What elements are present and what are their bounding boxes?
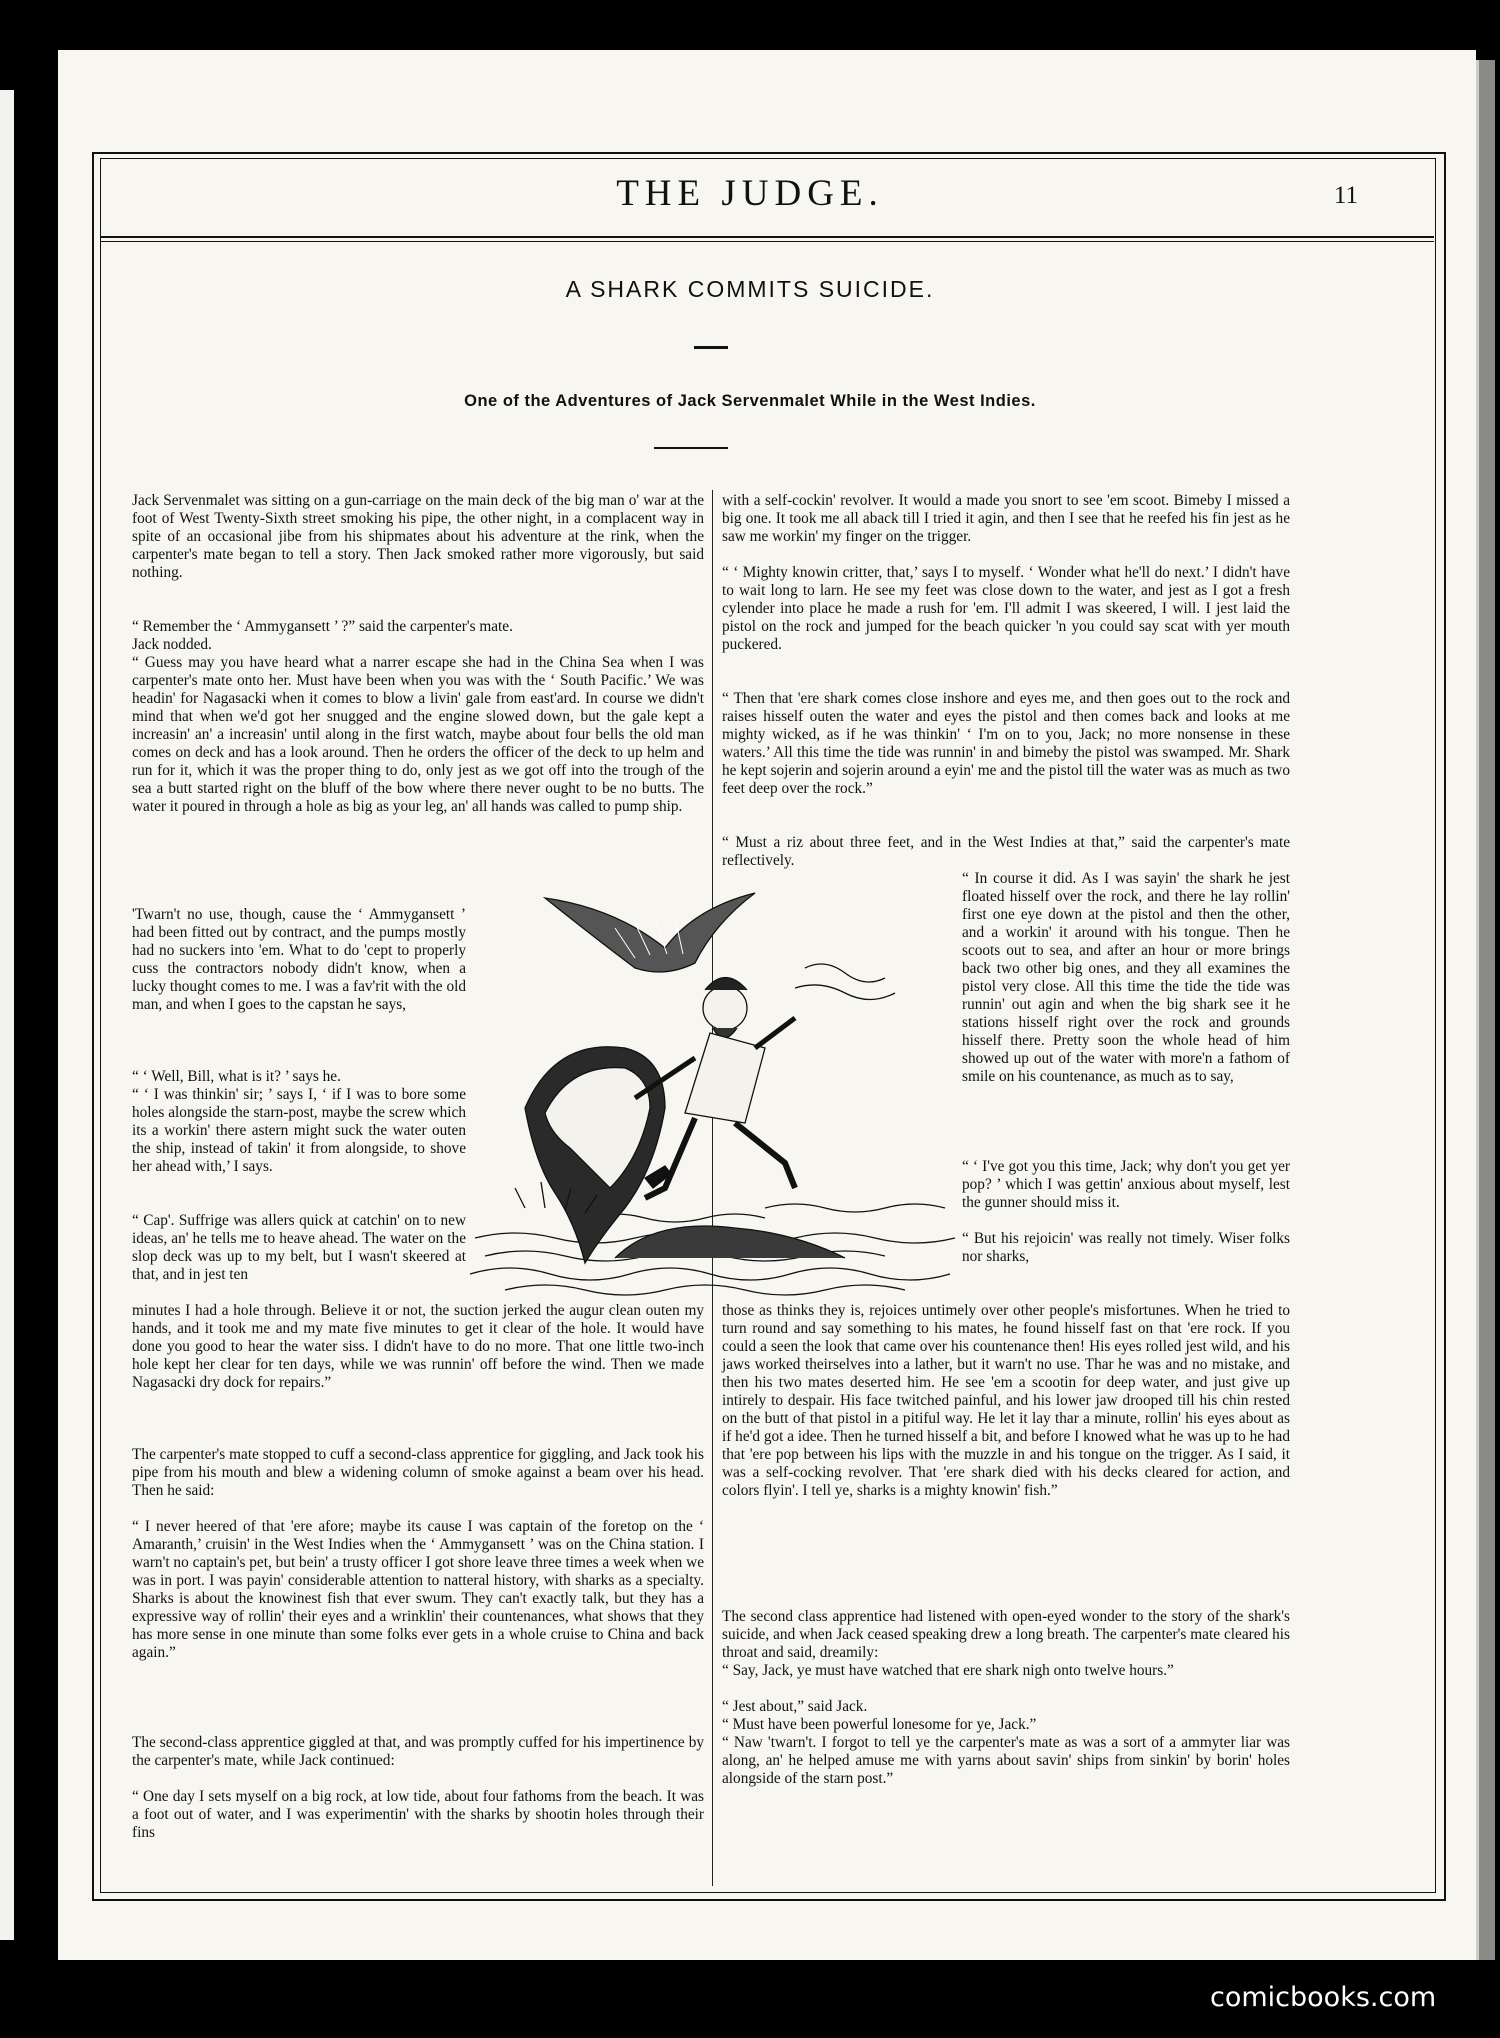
col2-paragraph-1: with a self-cockin' revolver. It would a made you snort to see 'em scoot. Bimeby I missed a big one. It took me all aback till I tried it agin, and then I see that he reefed his fin jest as he saw me workin' my finger on the trigger. [722, 492, 1290, 545]
col1-paragraph-3: Jack nodded. [132, 636, 212, 653]
header-rule [100, 236, 1434, 238]
col2-paragraph-2: “ ‘ Mighty knowin critter, that,’ says I to myself. ‘ Wonder what he'll do next.’ I didn't have to wait long to larn. He see my feet was close down to the water, and jest as I got a fresh cylender into place he made a rush for 'em. I'll admit I was skeered, I will. I jest laid the pistol on the rock and jumped for the beach quicker 'n you could say scat with yer mouth puckered. [722, 564, 1290, 653]
col2-paragraph-3: “ Then that 'ere shark comes close inshore and eyes me, and then goes out to the rock and raises hisself outen the water and eyes the pistol and then comes back and looks at me mighty wicked, as if he was thinkin' ‘ I'm on to you, Jack; no more nonsense in these waters.’ All this time the tide was runnin' in and bimeby the pistol was swamped. Mr. Shark he kept sojerin and sojerin around a eyin' me and the pistol till the water was as much as two feet deep over the rock.” [722, 690, 1290, 797]
site-watermark: comicbooks.com [1210, 1982, 1437, 2013]
col2-paragraph-4: “ Must a riz about three feet, and in the West Indies at that,” said the carpenter's mate reflectively. [722, 834, 1290, 869]
col2-paragraph-6: “ ‘ I've got you this time, Jack; why don't you get yer pop? ’ which I was gettin' anxious about myself, lest the gunner should miss it. [962, 1158, 1290, 1211]
col2-paragraph-5: “ In course it did. As I was sayin' the shark he jest floated hisself over the rock, and there he lay rollin' first one eye down at the pistol and then the other, and a workin' it around with his tongue. Then he scoots out to sea, and after an hour or more brings back two other big ones, and they all examines the pistol very close. All this time the tide the tide was runnin' out agin and when the big shark see it he stations hisself right over the rock and grounds hisself there. Pretty soon the whole head of him showed up out of the water with more'n a fathom of smile on his countenance, as much as to say, [962, 870, 1290, 1085]
col1-paragraph-11: “ I never heered of that 'ere afore; maybe its cause I was captain of the foretop on the ‘ Amaranth,’ cruisin' in the West Indies when the ‘ Ammygansett ’ was on the China station. I warn't no captain's pet, but bein' a trusty officer I got shore leave three times a week when we was in port. I was payin' considerable attention to natteral history, with sharks as a specialty. Sharks is about the knowinest fish that ever swum. They can't exactly talk, but they has a expressive way of rollin' their eyes and a wrinklin' their countenances, what shows that they has more sense in one minute than some folks ever gets in a whole cruise to China and back again.” [132, 1518, 704, 1661]
col1-paragraph-6: “ ‘ Well, Bill, what is it? ’ says he. [132, 1068, 341, 1085]
page-number: 11 [1333, 182, 1358, 209]
col2-paragraph-13: “ Naw 'twarn't. I forgot to tell ye the carpenter's mate as was a sort of a ammyter liar was along, an' he helped amuse me with yarns about savin' ships from sinkin' by borin' holes alongside of the starn post.” [722, 1734, 1290, 1787]
adjacent-page-edge [0, 90, 14, 1940]
col1-paragraph-9: minutes I had a hole through. Believe it or not, the suction jerked the augur clean outen my hands, and it took me and my mate five minutes to get it clear of the hole. It would have done you good to hear the water siss. I didn't have to do no more. That one little two-inch hole kept her clear for ten days, while we was runnin' off before the wind. Then we made Nagasacki dry dock for repairs.” [132, 1302, 704, 1391]
col1-paragraph-2: “ Remember the ‘ Ammygansett ’ ?” said the carpenter's mate. [132, 618, 513, 635]
subtitle-separator [654, 447, 728, 449]
col1-paragraph-12: The second-class apprentice giggled at that, and was promptly cuffed for his impertinence by the carpenter's mate, while Jack continued: [132, 1734, 704, 1769]
title-separator [694, 346, 728, 349]
col2-paragraph-12: “ Must have been powerful lonesome for ye, Jack.” [722, 1716, 1037, 1733]
col2-paragraph-8: those as thinks they is, rejoices untimely over other people's misfortunes. When he tried to turn round and say something to his mates, he found hisself fast on that 'ere rock. If you could a seen the look that came over his countenance then! His eyes rolled jest wild, and his jaws worked theirselves into a lather, but it warn't no use. Thar he was and no mistake, and then his two mates deserted him. He see 'em a scootin for deep water, and just give up intirely to despair. His face twitched painful, and his lower jaw drooped till his chin rested on the butt of that pistol in a pitiful way. He let it lay thar a minute, rollin' his eyes about as if he'd got a idee. Then he turned hisself a bit, and before I knowed what he was up to he had that 'ere pop between his lips with the muzzle in and his tongue on the trigger. As I said, it was a self-cocking revolver. That 'ere shark died with his decks cleared for action, and colors flyin'. I tell ye, sharks is a mighty knowin' fish.” [722, 1302, 1290, 1499]
col1-paragraph-4: “ Guess may you have heard what a narrer escape she had in the China Sea when I was carpenter's mate onto her. Must have been when you was with the ‘ South Pacific.’ We was headin' for Nagasacki when it comes to blow a livin' gale from east'ard. In course we didn't mind that when we'd got her snugged and the engine slowed down, but the gale kept a increasin' an' a increasin' until along in the first watch, maybe about four bells the old man comes on deck and has a look around. Then he orders the officer of the deck to up helm and run for it, which it was the proper thing to do, only jest as we got off into the trough of the sea a butt started right on the bluff of the bow where there never ought to be no butts. The water it poured in through a hole as big as your leg, an' all hands was called to pump ship. [132, 654, 704, 815]
col1-paragraph-13: “ One day I sets myself on a big rock, at low tide, about four fathoms from the beach. It was a foot out of water, and I was experimentin' with the sharks by shootin holes through their fins [132, 1788, 704, 1841]
col2-paragraph-9: The second class apprentice had listened with open-eyed wonder to the story of the shark's suicide, and when Jack ceased speaking drew a long breath. The carpenter's mate cleared his throat and said, dreamily: [722, 1608, 1290, 1661]
article-subtitle: One of the Adventures of Jack Servenmalet While in the West Indies. [464, 392, 1036, 410]
col1-paragraph-5: 'Twarn't no use, though, cause the ‘ Ammygansett ’ had been fitted out by contract, and the pumps mostly had no suckers into 'em. What to do 'cept to properly cuss the contractors nobody didn't know, when a lucky thought comes to me. I was a fav'rit with the old man, and when I goes to the capstan he says, [132, 906, 466, 1013]
header-rule-thin [100, 241, 1434, 242]
article-title: A SHARK COMMITS SUICIDE. [565, 276, 935, 302]
col2-paragraph-10: “ Say, Jack, ye must have watched that ere shark nigh onto twelve hours.” [722, 1662, 1174, 1679]
col1-paragraph-8: “ Cap'. Suffrige was allers quick at catchin' on to new ideas, an' he tells me to heave ahead. The water on the slop deck was up to my belt, but I wasn't skeered at that, and in jest ten [132, 1212, 466, 1283]
shark-illustration [465, 878, 977, 1303]
col1-paragraph-1: Jack Servenmalet was sitting on a gun-carriage on the main deck of the big man o' war at the foot of West Twenty-Sixth street smoking his pipe, the other night, in a complacent way in spite of an occasional jibe from his shipmates about his adventure at the rink, when the carpenter's mate began to tell a story. Then Jack smoked rather more vigorously, but said nothing. [132, 492, 704, 581]
col2-paragraph-7: “ But his rejoicin' was really not timely. Wiser folks nor sharks, [962, 1230, 1290, 1265]
masthead-title: THE JUDGE. [616, 173, 884, 214]
col1-paragraph-7: “ ‘ I was thinkin' sir; ’ says I, ‘ if I was to bore some holes alongside the starn-post, maybe the screw which its a workin' there astern might suck the water outen the ship, instead of takin' it from alongside, to shove her ahead with,’ I says. [132, 1086, 466, 1175]
col1-paragraph-10: The carpenter's mate stopped to cuff a second-class apprentice for giggling, and Jack took his pipe from his mouth and blew a widening column of smoke against a beam over his head. Then he said: [132, 1446, 704, 1499]
col2-paragraph-11: “ Jest about,” said Jack. [722, 1698, 868, 1715]
